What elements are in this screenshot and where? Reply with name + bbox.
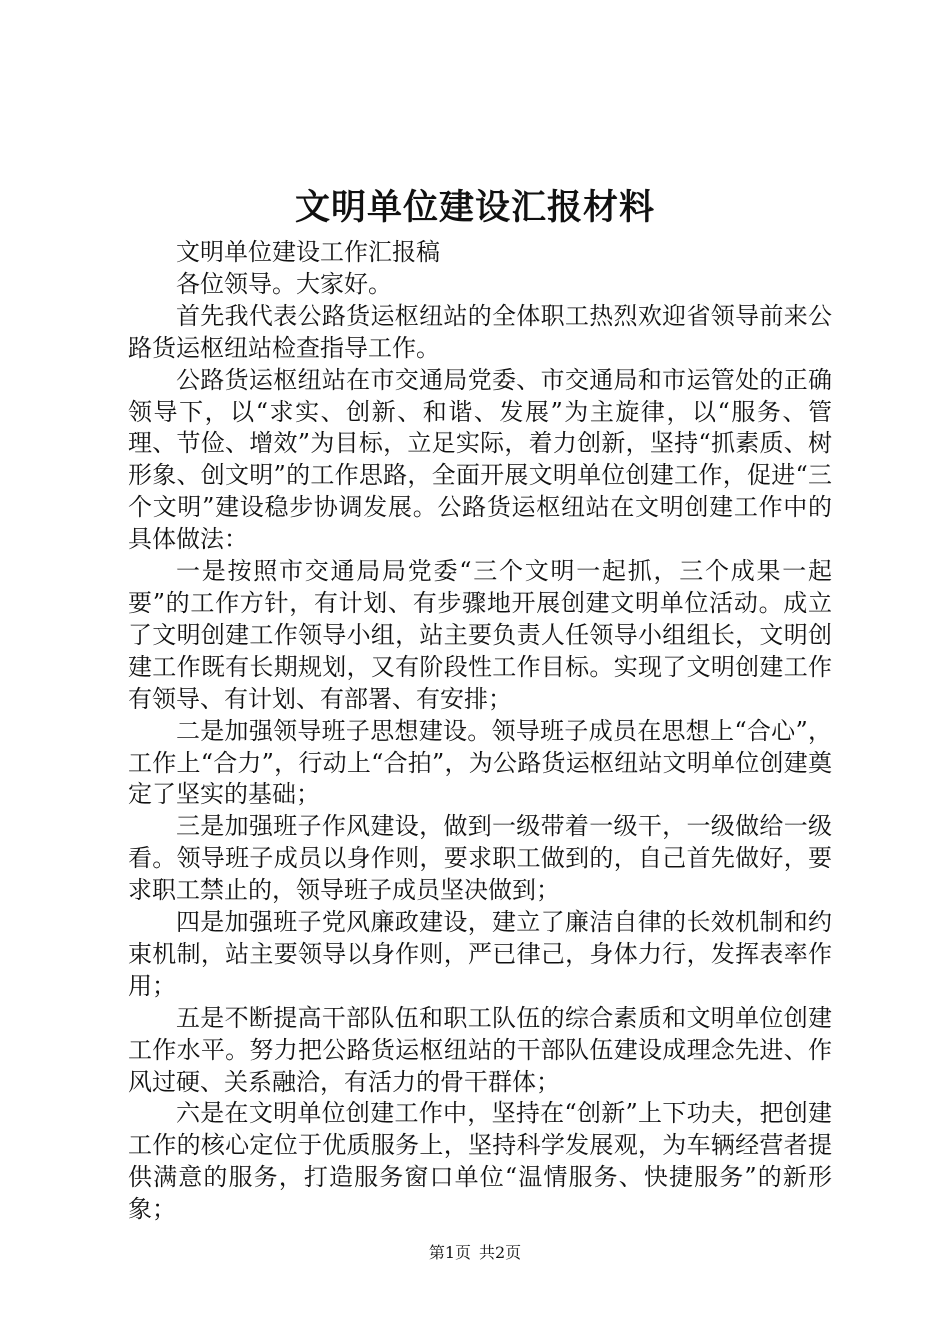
paragraph-item-6: 六是在文明单位创建工作中，坚持在“创新”上下功夫，把创建工作的核心定位于优质服务上，坚持科学发展观，为车辆经营者提供满意的服务，打造服务窗口单位“温情服务、快捷服务”的新形象； [128, 1099, 832, 1224]
page-footer [0, 1243, 950, 1263]
paragraph-item-4: 四是加强班子党风廉政建设，建立了廉洁自律的长效机制和约束机制，站主要领导以身作则，严已律己，身体力行，发挥表率作用； [128, 908, 832, 1000]
page-number-current: 第1页 [428, 1243, 471, 1262]
paragraph-item-5: 五是不断提高干部队伍和职工队伍的综合素质和文明单位创建工作水平。努力把公路货运枢纽站的干部队伍建设成理念先进、作风过硬、关系融洽，有活力的骨干群体； [128, 1003, 832, 1096]
document-title: 文明单位建设汇报材料 [294, 187, 655, 228]
paragraph-overview: 公路货运枢纽站在市交通局党委、市交通局和市运管处的正确领导下，以“求实、创新、和谐、发展”为主旋律，以“服务、管理、节俭、增效”为目标，立足实际，着力创新，坚持“抓素质、树形象、创文明”的工作思路，全面开展文明单位创建工作，促进“三个文明”建设稳步协调发展。公路货运枢纽站在文明创建工作中的具体做法： [128, 365, 832, 554]
paragraph-subtitle: 文明单位建设工作汇报稿 [176, 238, 440, 266]
page-number-total: 共2页 [479, 1243, 522, 1262]
paragraph-welcome: 首先我代表公路货运枢纽站的全体职工热烈欢迎省领导前来公路货运枢纽站检查指导工作。 [128, 301, 832, 362]
paragraph-item-3: 三是加强班子作风建设，做到一级带着一级干，一级做给一级看。领导班子成员以身作则，要求职工做到的，自己首先做好，要求职工禁止的，领导班子成员坚决做到； [128, 812, 832, 905]
paragraph-item-1: 一是按照市交通局局党委“三个文明一起抓，三个成果一起要”的工作方针，有计划、有步骤地开展创建文明单位活动。成立了文明创建工作领导小组，站主要负责人任领导小组组长，文明创建工作既有长期规划，又有阶段性工作目标。实现了文明创建工作有领导、有计划、有部署、有安排； [128, 557, 832, 713]
document-body [128, 237, 832, 1226]
paragraph-item-2: 二是加强领导班子思想建设。领导班子成员在思想上“合心”，工作上“合力”，行动上“合拍”，为公路货运枢纽站文明单位创建奠定了坚实的基础； [128, 716, 832, 809]
paragraph-greeting: 各位领导。大家好。 [176, 269, 392, 298]
